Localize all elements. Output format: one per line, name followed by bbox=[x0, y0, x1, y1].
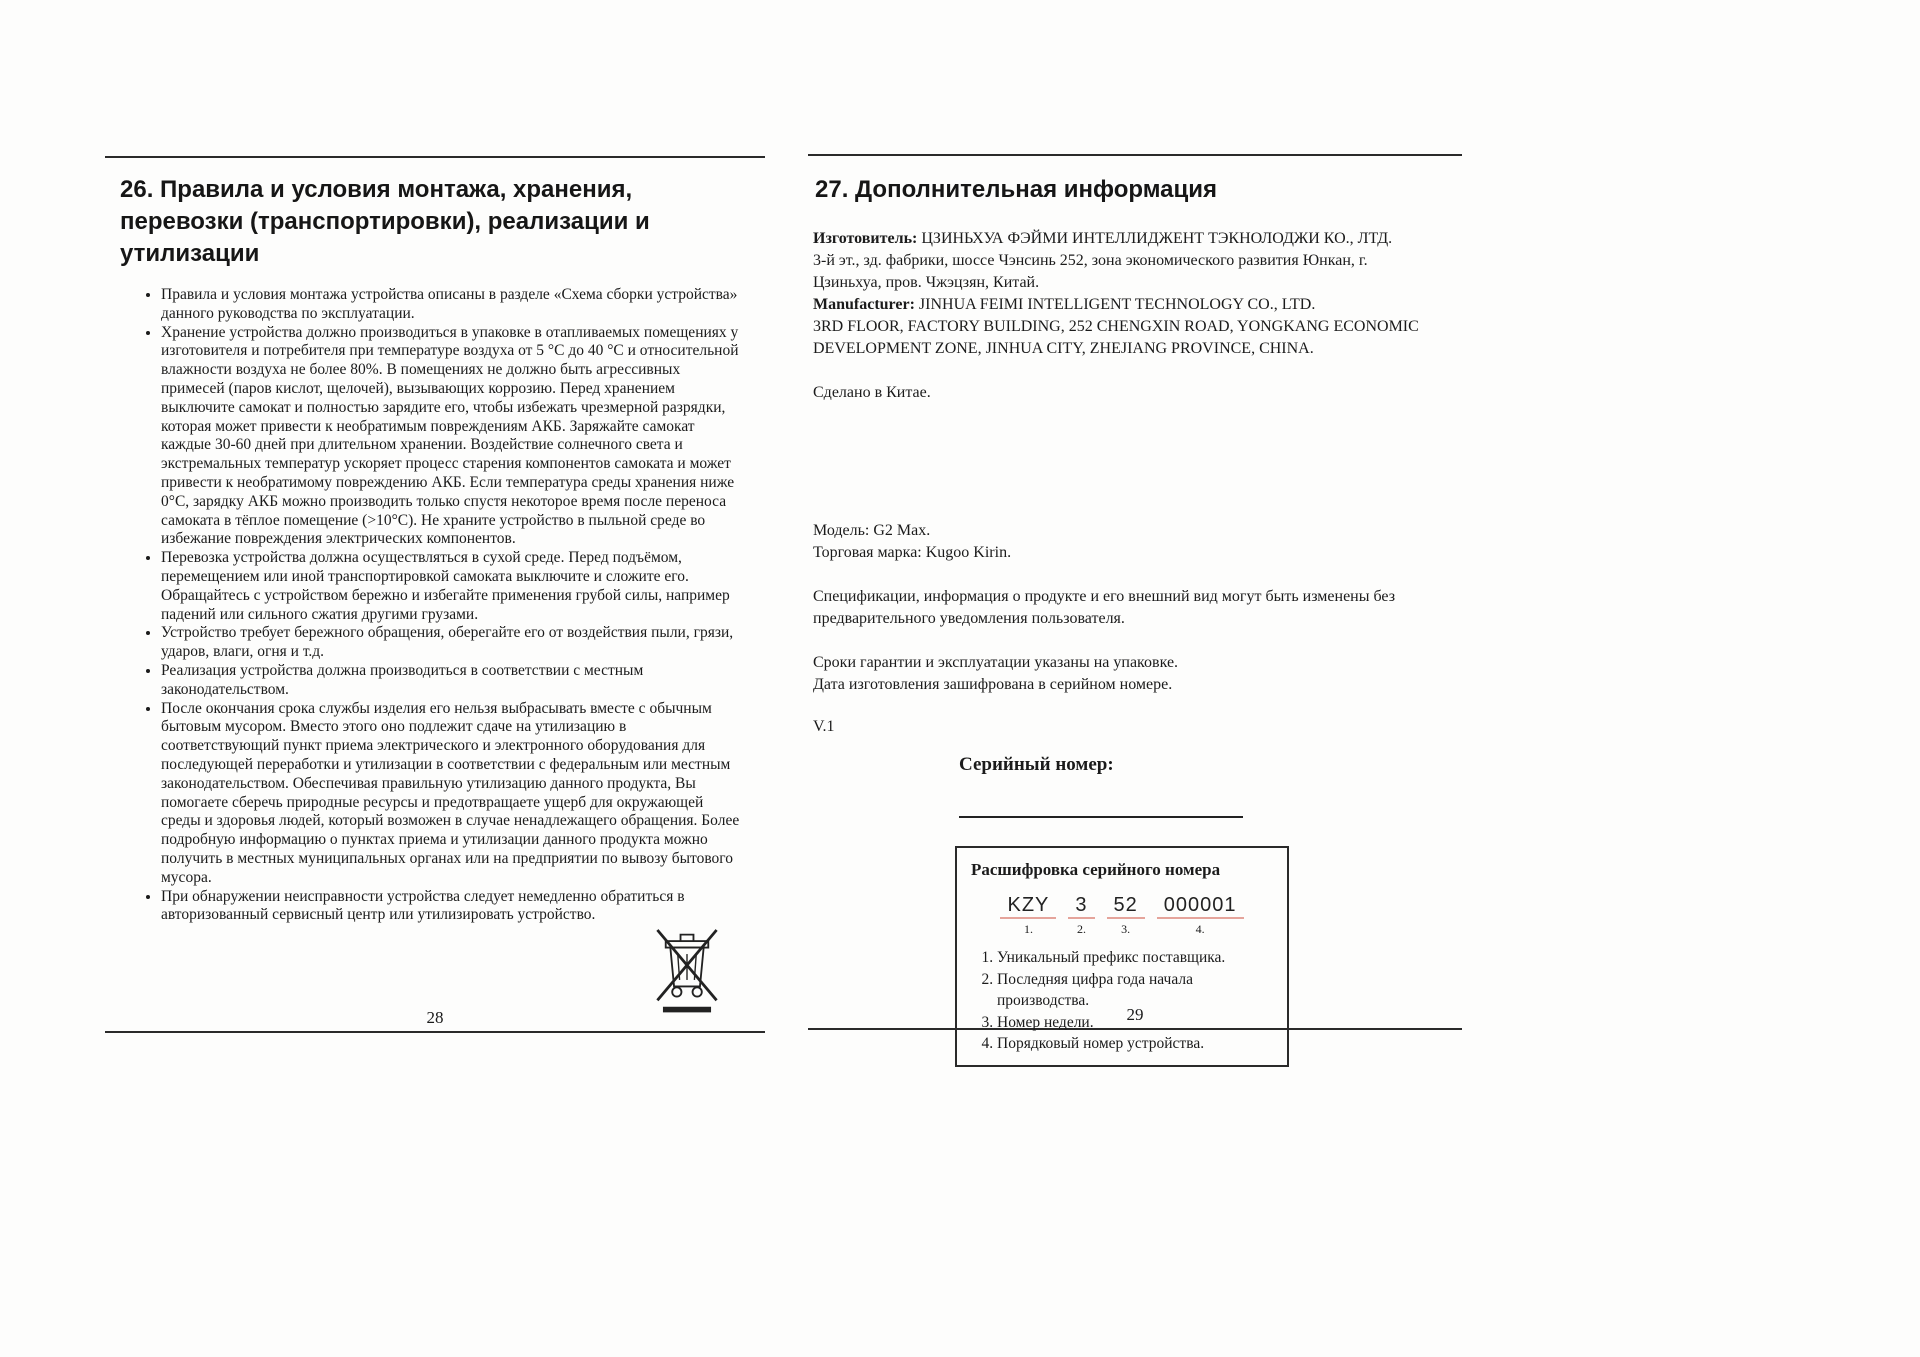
bullet-item: • После окончания срока службы изделия его нельзя выбрасывать вместе с обычным бытовым мусором. Вместо этого оно подлежит сдаче на утилизацию в соответствующий пункт приема электрического и электронного оборудования для последующей переработки и утилизации в соответствии с федеральным или местным законодательством. Обеспечивая правильную утилизацию данного продукта, Вы помогаете сберечь природные ресурсы и предотвращаете ущерб для окружающей среды и здоровья людей, который возможен в случае ненадлежащего обращения. Более подробную информацию о пунктах приема и утилизации данного продукта можно получить в местных муниципальных органах или на предприятии по вывозу бытового мусора. bbox=[161, 700, 741, 888]
serial-segment-label: 2. bbox=[1076, 922, 1086, 936]
model-line: Модель: G2 Max. bbox=[813, 522, 931, 539]
bullet-item: • Реализация устройства должна производиться в соответствии с местным законодательством. bbox=[161, 662, 741, 700]
serial-segment-value: 000001 bbox=[1157, 894, 1244, 919]
serial-number-blank-line bbox=[959, 816, 1243, 818]
serial-decode-list bbox=[971, 947, 1273, 1055]
version-label: V.1 bbox=[813, 718, 835, 735]
manufacturer-en-name: JINHUA FEIMI INTELLIGENT TECHNOLOGY CO., LTD. bbox=[918, 296, 1316, 313]
made-in-note: Сделано в Китае. bbox=[813, 384, 931, 401]
serial-segment-label: 4. bbox=[1195, 922, 1205, 936]
manufacturer-ru-address: 3-й эт., зд. фабрики, шоссе Чэнсинь 252, зона экономического развития Юнкан, г. Цзиньхуа, пров. Чжэцзян, Китай. bbox=[813, 252, 1368, 291]
trademark-line: Торговая марка: Kugoo Kirin. bbox=[813, 544, 1012, 561]
bullet-item: • Устройство требует бережного обращения, оберегайте его от воздействия пыли, грязи, ударов, влаги, огня и т.д. bbox=[161, 624, 741, 662]
serial-segment-label: 1. bbox=[1023, 922, 1033, 936]
section-title-27: 27. Дополнительная информация bbox=[815, 176, 1217, 203]
weee-crossed-bin-icon bbox=[650, 918, 724, 1021]
serial-number-example bbox=[971, 894, 1273, 937]
serial-segment bbox=[1068, 894, 1094, 937]
serial-segment bbox=[1000, 894, 1056, 937]
serial-segment-value: 3 bbox=[1068, 894, 1094, 919]
page-left bbox=[105, 156, 765, 1033]
manufacturer-en-line bbox=[813, 294, 1436, 316]
manufacturer-block bbox=[813, 228, 1436, 360]
page-number-right: 29 bbox=[1126, 1005, 1144, 1024]
rules-bullet-list bbox=[105, 286, 765, 925]
manufacturer-ru-label: Изготовитель: bbox=[813, 230, 918, 247]
serial-number-heading: Серийный номер: bbox=[959, 754, 1114, 775]
serial-decode-item: 2. Последняя цифра года начала производства. bbox=[997, 969, 1273, 1012]
serial-decode-item: 3. Номер недели. bbox=[997, 1012, 1273, 1034]
serial-segment-value: 52 bbox=[1107, 894, 1145, 919]
mfg-date-line: Дата изготовления зашифрована в серийном номере. bbox=[813, 676, 1173, 693]
serial-decode-box bbox=[955, 846, 1289, 1067]
manufacturer-ru-name: ЦЗИНЬХУА ФЭЙМИ ИНТЕЛЛИДЖЕНТ ТЭКНОЛОДЖИ КО., ЛТД. bbox=[921, 230, 1393, 247]
serial-decode-item: 4. Порядковый номер устройства. bbox=[997, 1033, 1273, 1055]
bullet-item: • Хранение устройства должно производиться в упаковке в отапливаемых помещениях у изготовителя и потребителя при температуре воздуха от 5 °C до 40 °C и относительной влажности воздуха не более 80%. В помещениях не должно быть агрессивных примесей (паров кислот, щелочей), вызывающих коррозию. Перед хранением выключите самокат и полностью зарядите его, чтобы избежать чрезмерной разрядки, которая может привести к необратимым повреждениям АКБ. Заряжайте самокат каждые 30-60 дней при длительном хранении. Воздействие солнечного света и экстремальных температур ускоряет процесс старения компонентов самоката и может привести к необратимому повреждению АКБ. Если температура среды хранения ниже 0°C, зарядку АКБ можно производить только спустя некоторое время после переноса самоката в тёплое помещение (>10°C). Не храните устройство в пыльной среде во избежание повреждения электрических компонентов. bbox=[161, 324, 741, 550]
model-block bbox=[813, 520, 1436, 564]
warranty-line: Сроки гарантии и эксплуатации указаны на упаковке. bbox=[813, 654, 1179, 671]
serial-segment-value: KZY bbox=[1000, 894, 1056, 919]
warranty-block bbox=[813, 652, 1436, 696]
page-right bbox=[808, 154, 1462, 1052]
serial-segment bbox=[1107, 894, 1145, 937]
section-title-26: 26. Правила и условия монтажа, хранения, перевозки (транспортировки), реализации и утилизации bbox=[120, 176, 650, 267]
serial-decode-item: 1. Уникальный префикс поставщика. bbox=[997, 947, 1273, 969]
spec-note: Спецификации, информация о продукте и его внешний вид могут быть изменены без предварительного уведомления пользователя. bbox=[813, 588, 1396, 627]
bullet-item: • Правила и условия монтажа устройства описаны в разделе «Схема сборки устройства» данного руководства по эксплуатации. bbox=[161, 286, 741, 324]
bullet-item: • Перевозка устройства должна осуществляться в сухой среде. Перед подъёмом, перемещением или иной транспортировкой самоката выключите и сложите его. Обращайтесь с устройством бережно и избегайте применения грубой силы, например падений или сильного сжатия другими грузами. bbox=[161, 549, 741, 624]
page-number-left: 28 bbox=[426, 1008, 444, 1027]
manufacturer-en-address: 3RD FLOOR, FACTORY BUILDING, 252 CHENGXIN ROAD, YONGKANG ECONOMIC DEVELOPMENT ZONE, JINHUA CITY, ZHEJIANG PROVINCE, CHINA. bbox=[813, 318, 1419, 357]
manufacturer-en-label: Manufacturer: bbox=[813, 296, 915, 313]
manufacturer-ru-line bbox=[813, 228, 1436, 250]
serial-decode-title: Расшифровка серийного номера bbox=[971, 860, 1221, 879]
serial-segment-label: 3. bbox=[1121, 922, 1131, 936]
bullet-item: • При обнаружении неисправности устройства следует немедленно обратиться в авторизованный сервисный центр или утилизировать устройство. bbox=[161, 888, 741, 926]
serial-segment bbox=[1157, 894, 1244, 937]
